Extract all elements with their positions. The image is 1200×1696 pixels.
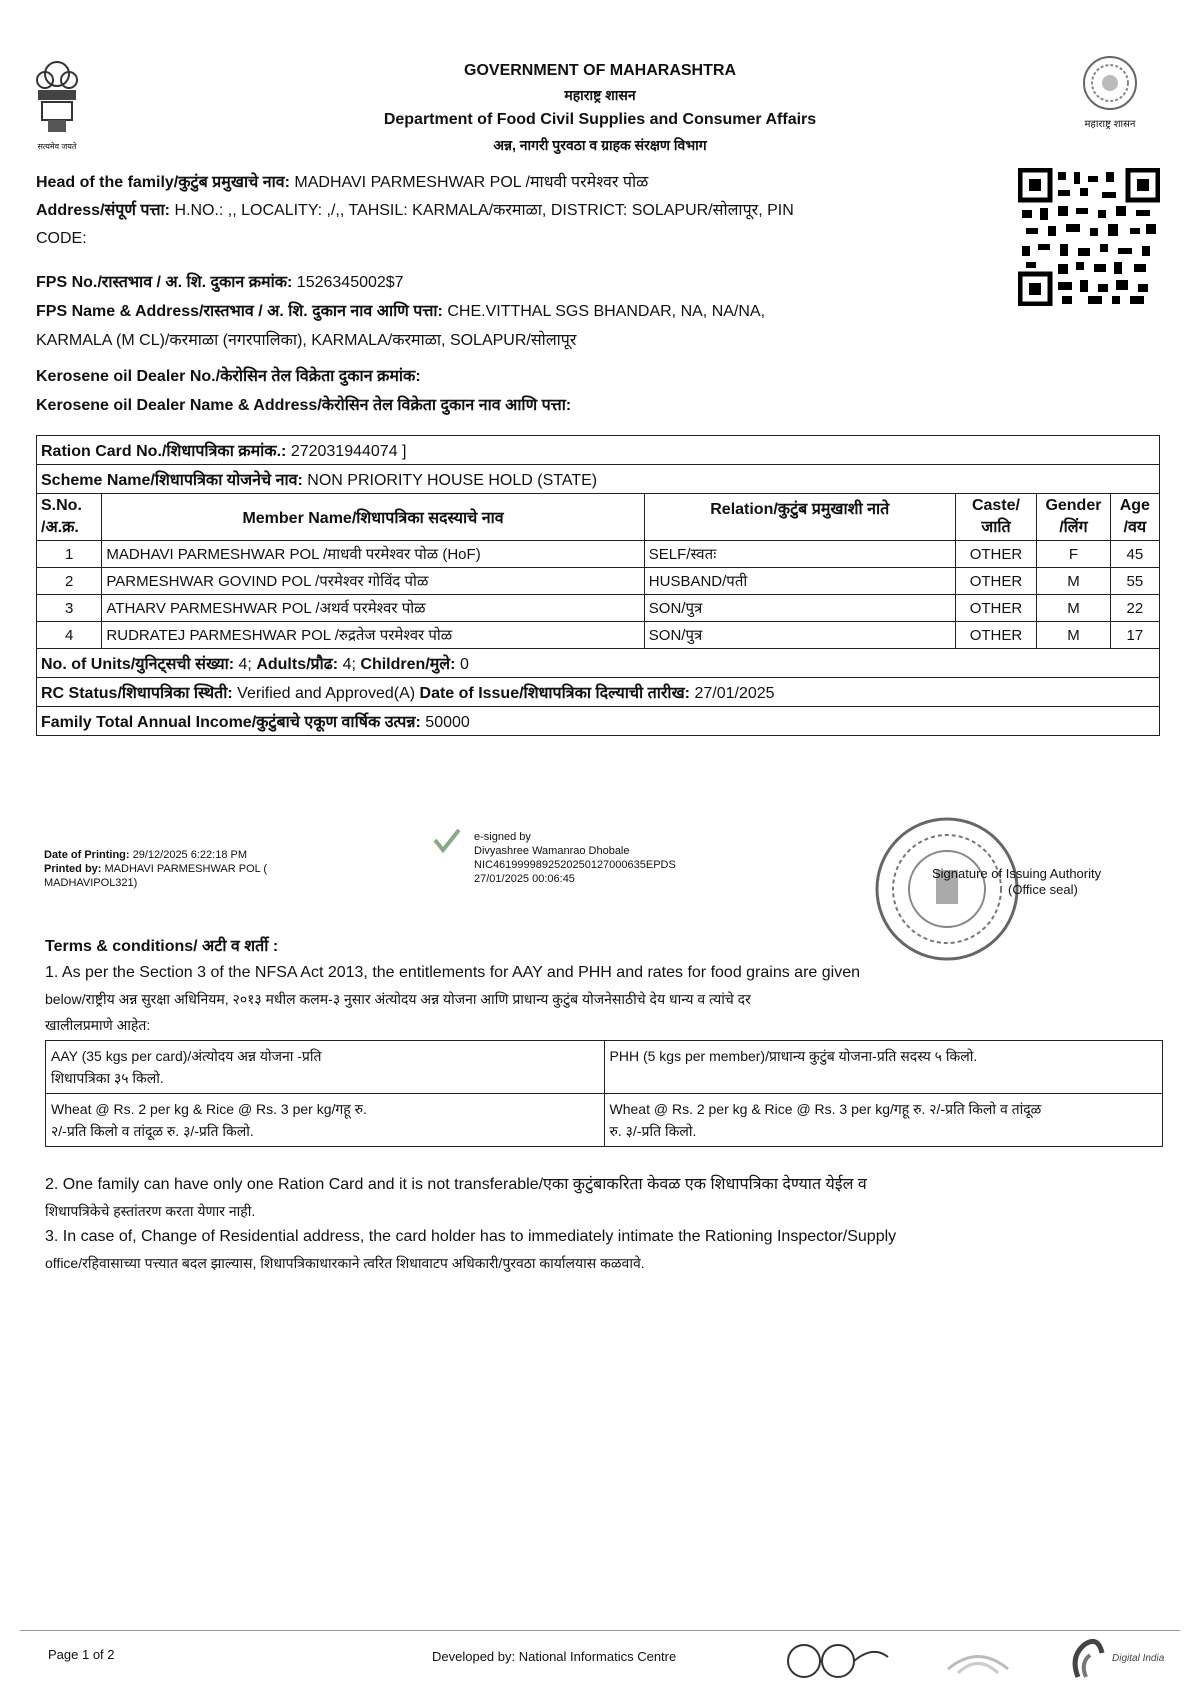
esign-block [474, 830, 804, 886]
member-caste: OTHER [955, 541, 1037, 568]
rc-value: 272031944074 ] [290, 443, 407, 460]
kerosene-no-label: Kerosene oil Dealer No./केरोसिन तेल विक्रेता दुकान क्रमांक: [36, 368, 421, 385]
fps-name-line [36, 301, 996, 323]
member-sno: 4 [37, 622, 102, 649]
col-caste: Caste/ जाति [955, 494, 1037, 541]
fps-no-value: 1526345002$7 [296, 274, 404, 291]
table-header-row [37, 494, 1160, 541]
emblem-caption: सत्यमेव जयते [37, 142, 77, 151]
address-line-2: CODE: [36, 230, 87, 247]
member-sno: 1 [37, 541, 102, 568]
address-line [36, 200, 996, 222]
table-row [37, 541, 1160, 568]
col-gender: Gender /लिंग [1037, 494, 1110, 541]
issue-label: Date of Issue/शिधापत्रिका दिल्याची तारीख: [419, 685, 690, 702]
address-value: H.NO.: ,, LOCALITY: ,/,, TAHSIL: KARMALA/करमाळा, DISTRICT: SOLAPUR/सोलापूर, PIN [174, 202, 794, 219]
scheme-label: Scheme Name/शिधापत्रिका योजनेचे नाव: [41, 472, 303, 489]
units-value: 4; [238, 656, 252, 673]
swachh-bharat-logo [778, 1639, 898, 1683]
units-row [37, 649, 1160, 678]
member-name: RUDRATEJ PARMESHWAR POL /रुद्रतेज परमेश्वर पोळ [102, 622, 644, 649]
member-age: 22 [1110, 595, 1159, 622]
hof-label: Head of the family/कुटुंब प्रमुखाचे नाव: [36, 174, 290, 191]
member-relation: SON/पुत्र [644, 622, 955, 649]
member-gender: F [1037, 541, 1110, 568]
address-label: Address/संपूर्ण पत्ता: [36, 202, 171, 219]
esign-line-4: 27/01/2025 00:06:45 [474, 873, 575, 885]
ration-card-table [36, 435, 1160, 736]
member-name: MADHAVI PARMESHWAR POL /माधवी परमेश्वर पोळ (HoF) [102, 541, 644, 568]
esign-line-1: e-signed by [474, 831, 531, 843]
dept-title: Department of Food Civil Supplies and Consumer Affairs [383, 111, 817, 128]
terms-heading: Terms & conditions/ अटी व शर्ती : [45, 938, 279, 955]
issue-value: 27/01/2025 [694, 685, 775, 702]
dept-title-marathi: अन्न, नागरी पुरवठा व ग्राहक संरक्षण विभाग [493, 137, 707, 153]
developed-by: Developed by: National Informatics Centre [432, 1649, 677, 1664]
hof-line [36, 172, 996, 194]
seal-caption: महाराष्ट्र शासन [1084, 119, 1136, 130]
terms-p1c: खालीलप्रमाणे आहेत: [45, 1017, 151, 1033]
member-age: 17 [1110, 622, 1159, 649]
cell-rate-phh: Wheat @ Rs. 2 per kg & Rice @ Rs. 3 per kg/गहू रु. २/-प्रति किलो व तांदूळ रु. ३/-प्रति किलो. [604, 1094, 1163, 1147]
table-row [37, 595, 1160, 622]
member-sno: 3 [37, 595, 102, 622]
kerosene-name-line [36, 395, 571, 417]
cell-phh: PHH (5 kgs per member)/प्राधान्य कुटुंब योजना-प्रति सदस्य ५ किलो. [604, 1041, 1163, 1094]
terms-p2: 2. One family can have only one Ration Card and it is not transferable/एका कुटुंबाकरिता केवळ एक शिधापत्रिका देण्यात येईल व [45, 1176, 867, 1193]
member-name: ATHARV PARMESHWAR POL /अथर्व परमेश्वर पोळ [102, 595, 644, 622]
maharashtra-seal [1075, 55, 1145, 145]
member-relation: SELF/स्वतः [644, 541, 955, 568]
member-caste: OTHER [955, 595, 1037, 622]
checkmark-icon [432, 826, 462, 856]
income-value: 50000 [425, 714, 470, 731]
printed-by-label: Printed by: [44, 863, 102, 875]
fps-no-label: FPS No./रास्तभाव / अ. शि. दुकान क्रमांक: [36, 274, 293, 291]
member-gender: M [1037, 622, 1110, 649]
units-label: No. of Units/युनिट्सची संख्या: [41, 656, 235, 673]
authority-block [932, 866, 1162, 898]
member-relation: SON/पुत्र [644, 595, 955, 622]
rc-number-row [37, 436, 1160, 465]
fps-name-label: FPS Name & Address/रास्तभाव / अ. शि. दुकान नाव आणि पत्ता: [36, 303, 443, 320]
rc-label: Ration Card No./शिधापत्रिका क्रमांक.: [41, 443, 287, 460]
children-label: Children/मुले: [360, 656, 456, 673]
scheme-row [37, 465, 1160, 494]
terms-p2b: शिधापत्रिकेचे हस्तांतरण करता येणार नाही. [45, 1203, 256, 1219]
printed-by-value: MADHAVI PARMESHWAR POL ( [104, 863, 268, 875]
terms-p1: 1. As per the Section 3 of the NFSA Act 2013, the entitlements for AAY and PHH and rates for food grains are given [45, 964, 860, 981]
esign-line-3: NIC4619999892520250127000635EPDS [474, 859, 676, 871]
status-value: Verified and Approved(A) [237, 685, 416, 702]
terms-p3b: office/रहिवासाच्या पत्त्यात बदल झाल्यास, शिधापत्रिकाधारकाने त्वरित शिधावाटप अधिकारी/पुरवठा कार्यालयास कळवावे. [45, 1255, 645, 1271]
qr-code [1018, 168, 1160, 306]
member-name: PARMESHWAR GOVIND POL /परमेश्वर गोविंद पोळ [102, 568, 644, 595]
member-gender: M [1037, 568, 1110, 595]
footer [20, 1630, 1180, 1691]
table-row [37, 622, 1160, 649]
col-sno: S.No. /अ.क्र. [37, 494, 102, 541]
member-age: 45 [1110, 541, 1159, 568]
gov-title: GOVERNMENT OF MAHARASHTRA [464, 62, 736, 79]
member-gender: M [1037, 595, 1110, 622]
kerosene-no-line [36, 366, 421, 388]
printed-by-value-2: MADHAVIPOL321) [44, 877, 138, 889]
scheme-value: NON PRIORITY HOUSE HOLD (STATE) [307, 472, 598, 489]
fps-name-line-2: KARMALA (M CL)/करमाळा (नगरपालिका), KARMALA/करमाळा, SOLAPUR/सोलापूर [36, 332, 577, 349]
page-number: Page 1 of 2 [48, 1647, 115, 1662]
kerosene-name-label: Kerosene oil Dealer Name & Address/केरोसिन तेल विक्रेता दुकान नाव आणि पत्ता: [36, 397, 572, 414]
table-row [46, 1094, 1163, 1147]
member-caste: OTHER [955, 622, 1037, 649]
table-row [46, 1041, 1163, 1094]
hof-value: MADHAVI PARMESHWAR POL /माधवी परमेश्वर पोळ [294, 174, 649, 191]
aadhaar-logo [938, 1639, 1018, 1683]
cell-rate-aay: Wheat @ Rs. 2 per kg & Rice @ Rs. 3 per kg/गहू रु. २/-प्रति किलो व तांदूळ रु. ३/-प्रति किलो. [46, 1094, 605, 1147]
gov-title-marathi: महाराष्ट्र शासन [564, 87, 636, 103]
income-label: Family Total Annual Income/कुटुंबाचे एकूण वार्षिक उत्पन्न: [41, 714, 421, 731]
digital-india-logo [1068, 1637, 1180, 1687]
adults-label: Adults/प्रौढ: [256, 656, 339, 673]
status-row [37, 678, 1160, 707]
terms-p1b: below/राष्ट्रीय अन्न सुरक्षा अधिनियम, २०१३ मधील कलम-३ नुसार अंत्योदय अन्न योजना आणि प्राधान्य कुटुंब योजनेसाठीचे देय धान्य व त्यांचे दर [45, 991, 751, 1007]
terms-p3: 3. In case of, Change of Residential address, the card holder has to immediately intimate the Rationing Inspector/Supply [45, 1228, 897, 1245]
table-row [37, 568, 1160, 595]
fps-name-value: CHE.VITTHAL SGS BHANDAR, NA, NA/NA, [447, 303, 766, 320]
cell-aay: AAY (35 kgs per card)/अंत्योदय अन्न योजना -प्रति शिधापत्रिका ३५ किलो. [46, 1041, 605, 1094]
col-relation: Relation/कुटुंब प्रमुखाशी नाते [644, 494, 955, 541]
digital-india-label: Digital India [1112, 1653, 1165, 1664]
member-caste: OTHER [955, 568, 1037, 595]
member-relation: HUSBAND/पती [644, 568, 955, 595]
adults-value: 4; [342, 656, 356, 673]
print-info [44, 848, 384, 890]
col-age: Age /वय [1110, 494, 1159, 541]
esign-line-2: Divyashree Wamanrao Dhobale [474, 845, 630, 857]
children-value: 0 [459, 656, 469, 673]
income-row [37, 707, 1160, 736]
member-sno: 2 [37, 568, 102, 595]
status-label: RC Status/शिधापत्रिका स्थिती: [41, 685, 233, 702]
entitlement-table [45, 1040, 1163, 1147]
fps-no-line [36, 272, 996, 294]
col-name: Member Name/शिधापत्रिका सदस्याचे नाव [102, 494, 644, 541]
print-date-value: 29/12/2025 6:22:18 PM [132, 849, 247, 861]
authority-line-2: (Office seal) [1008, 882, 1078, 897]
print-date-label: Date of Printing: [44, 849, 130, 861]
member-age: 55 [1110, 568, 1159, 595]
authority-line-1: Signature of Issuing Authority [932, 866, 1102, 881]
